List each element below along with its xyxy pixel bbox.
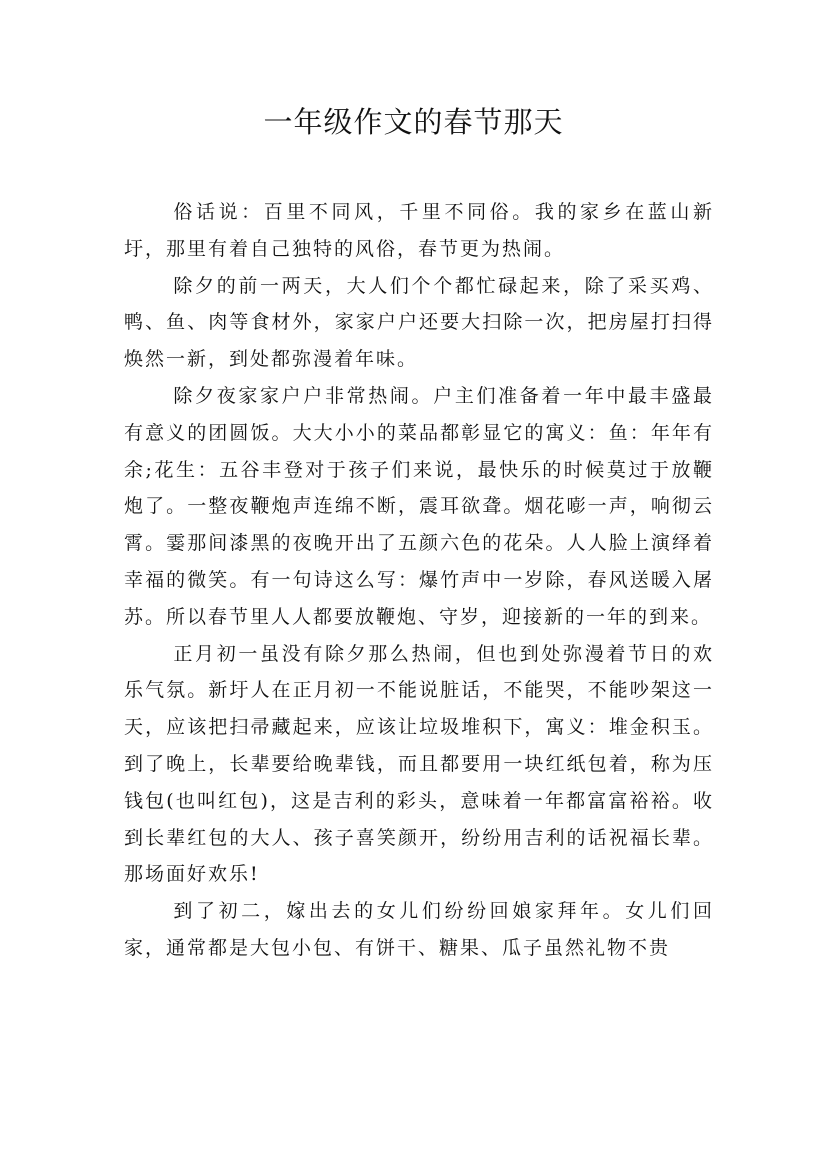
paragraph: 除夕夜家家户户非常热闹。户主们准备着一年中最丰盛最有意义的团圆饭。大大小小的菜品都彰显它的寓义：鱼：年年有余;花生：五谷丰登对于孩子们来说，最快乐的时候莫过于放鞭炮了。一整夜鞭炮声连绵不断，震耳欲聋。烟花嘭一声，响彻云霄。霎那间漆黑的夜晚开出了五颜六色的花朵。人人脸上演绎着幸福的微笑。有一句诗这么写：爆竹声中一岁除，春风送暖入屠苏。所以春节里人人都要放鞭炮、守岁，迎接新的一年的到来。 xyxy=(124,384,714,628)
paragraph: 正月初一虽没有除夕那么热闹，但也到处弥漫着节日的欢乐气氛。新圩人在正月初一不能说脏话，不能哭，不能吵架这一天，应该把扫帚藏起来，应该让垃圾堆积下，寓义：堆金积玉。到了晚上，长辈要给晚辈钱，而且都要用一块红纸包着，称为压钱包(也叫红包)，这是吉利的彩头，意味着一年都富富裕裕。收到长辈红包的大人、孩子喜笑颜开，纷纷用吉利的话祝福长辈。那场面好欢乐! xyxy=(124,642,714,886)
document-title: 一年级作文的春节那天 xyxy=(263,105,564,139)
paragraph: 俗话说：百里不同风，千里不同俗。我的家乡在蓝山新圩，那里有着自己独特的风俗，春节更为热闹。 xyxy=(124,201,714,260)
paragraph: 除夕的前一两天，大人们个个都忙碌起来，除了采买鸡、鸭、鱼、肉等食材外，家家户户还要大扫除一次，把房屋打扫得焕然一新，到处都弥漫着年味。 xyxy=(124,274,714,371)
paragraph: 到了初二，嫁出去的女儿们纷纷回娘家拜年。女儿们回家，通常都是大包小包、有饼干、糖果、瓜子虽然礼物不贵 xyxy=(124,900,714,959)
document-body xyxy=(124,194,714,967)
